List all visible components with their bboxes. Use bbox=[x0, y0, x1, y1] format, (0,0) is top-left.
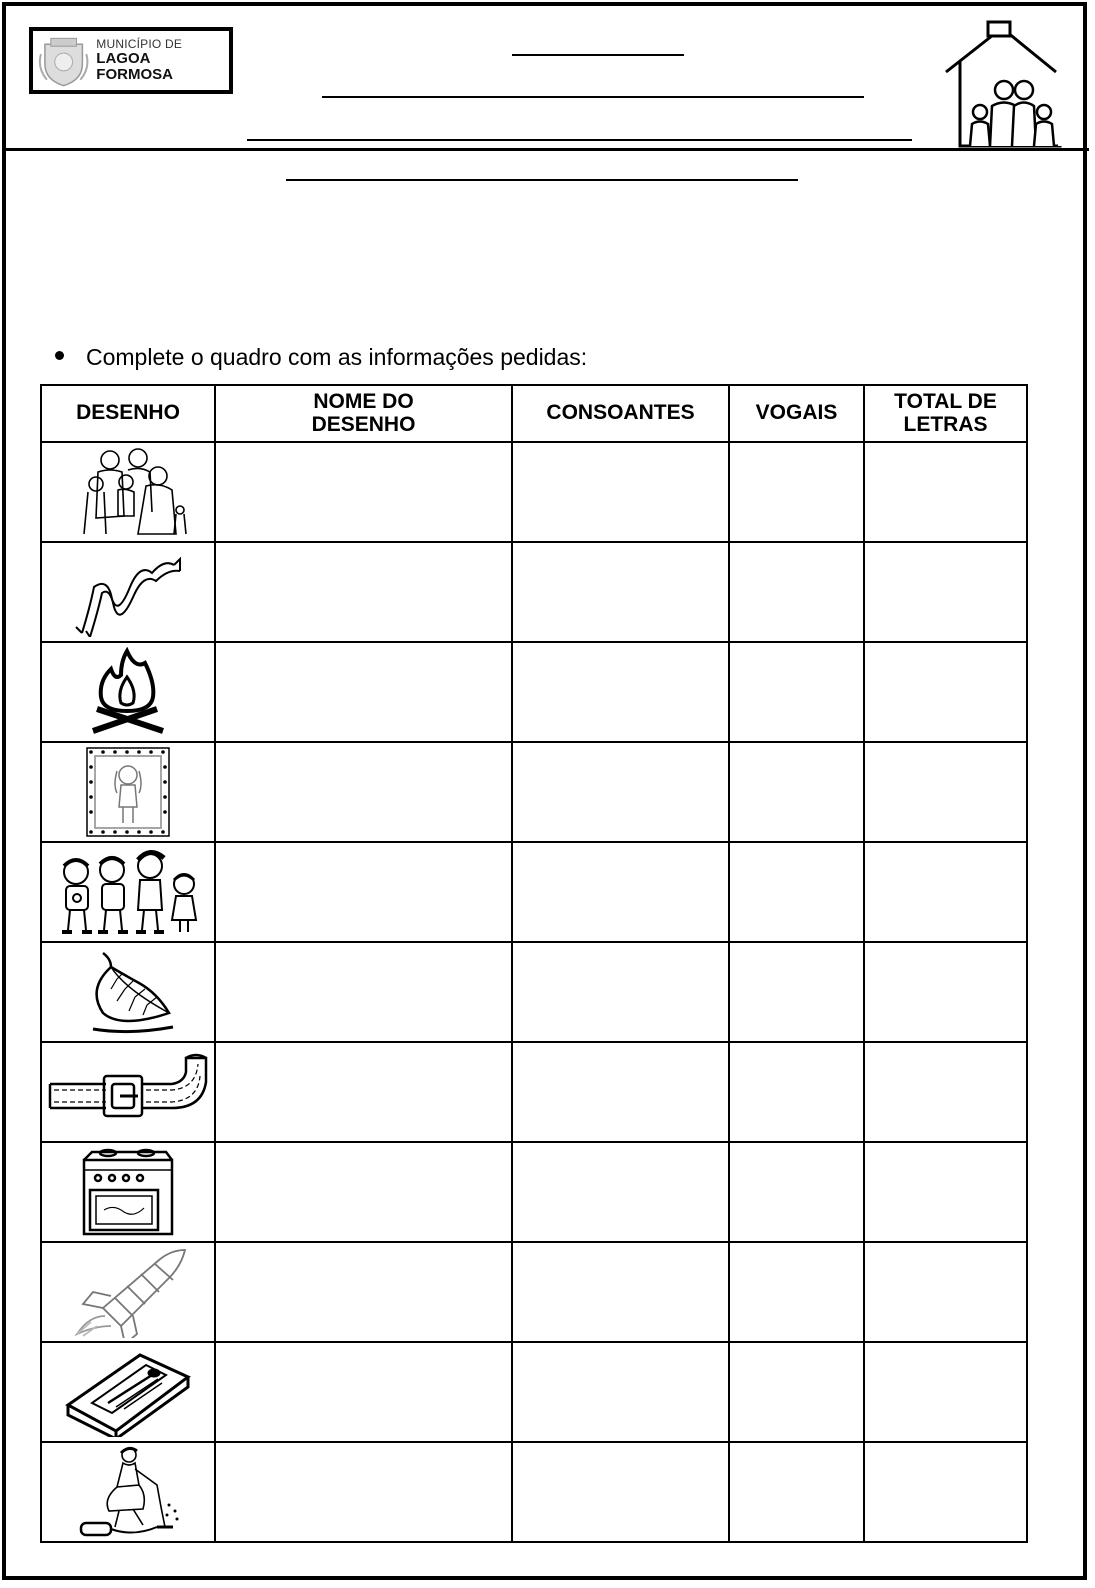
picture-cell bbox=[41, 1042, 215, 1142]
picture-cell bbox=[41, 442, 215, 542]
table-row bbox=[41, 1442, 1027, 1542]
picture-cell bbox=[41, 1342, 215, 1442]
table-row bbox=[41, 1342, 1027, 1442]
belt-icon bbox=[46, 1052, 210, 1132]
consonants-answer-cell[interactable] bbox=[512, 1142, 729, 1242]
col-header-total: TOTAL DE LETRAS bbox=[864, 385, 1027, 442]
name-answer-cell[interactable] bbox=[215, 542, 512, 642]
coat-of-arms-icon bbox=[37, 34, 90, 88]
picture-cell bbox=[41, 542, 215, 642]
picture-cell bbox=[41, 1242, 215, 1342]
table-row bbox=[41, 742, 1027, 842]
total-answer-cell[interactable] bbox=[864, 1442, 1027, 1542]
logo-line-1: MUNICÍPIO DE bbox=[96, 37, 183, 52]
ribbon-icon bbox=[68, 547, 188, 637]
header-divider bbox=[6, 148, 1089, 151]
exercise-table bbox=[40, 384, 1028, 1543]
vowels-answer-cell[interactable] bbox=[729, 1242, 864, 1342]
consonants-answer-cell[interactable] bbox=[512, 1442, 729, 1542]
consonants-answer-cell[interactable] bbox=[512, 1342, 729, 1442]
children-queue-icon bbox=[54, 846, 202, 938]
framed-portrait-icon bbox=[83, 745, 173, 839]
matchbox-icon bbox=[58, 1347, 198, 1437]
name-answer-cell[interactable] bbox=[215, 942, 512, 1042]
col-header-vogais: VOGAIS bbox=[729, 385, 864, 442]
stove-icon bbox=[68, 1146, 188, 1238]
consonants-answer-cell[interactable] bbox=[512, 1242, 729, 1342]
total-answer-cell[interactable] bbox=[864, 942, 1027, 1042]
picture-cell bbox=[41, 942, 215, 1042]
instruction-text: Complete o quadro com as informações pedidas: bbox=[86, 344, 588, 370]
name-answer-cell[interactable] bbox=[215, 842, 512, 942]
vowels-answer-cell[interactable] bbox=[729, 1042, 864, 1142]
vowels-answer-cell[interactable] bbox=[729, 442, 864, 542]
consonants-answer-cell[interactable] bbox=[512, 942, 729, 1042]
vowels-answer-cell[interactable] bbox=[729, 942, 864, 1042]
table-row bbox=[41, 1242, 1027, 1342]
total-answer-cell[interactable] bbox=[864, 1142, 1027, 1242]
vowels-answer-cell[interactable] bbox=[729, 542, 864, 642]
name-answer-cell[interactable] bbox=[215, 642, 512, 742]
name-answer-cell[interactable] bbox=[215, 1442, 512, 1542]
table-row bbox=[41, 642, 1027, 742]
total-answer-cell[interactable] bbox=[864, 642, 1027, 742]
picture-cell bbox=[41, 642, 215, 742]
blank-line-2 bbox=[322, 96, 864, 98]
table-row bbox=[41, 942, 1027, 1042]
name-answer-cell[interactable] bbox=[215, 442, 512, 542]
logo-line-2: LAGOA FORMOSA bbox=[96, 50, 173, 83]
name-answer-cell[interactable] bbox=[215, 742, 512, 842]
total-answer-cell[interactable] bbox=[864, 1242, 1027, 1342]
total-answer-cell[interactable] bbox=[864, 1042, 1027, 1142]
total-answer-cell[interactable] bbox=[864, 842, 1027, 942]
vowels-answer-cell[interactable] bbox=[729, 842, 864, 942]
family-icon bbox=[68, 446, 188, 538]
blank-line-1 bbox=[512, 54, 684, 56]
col-header-desenho: DESENHO bbox=[41, 385, 215, 442]
total-answer-cell[interactable] bbox=[864, 1342, 1027, 1442]
consonants-answer-cell[interactable] bbox=[512, 742, 729, 842]
vowels-answer-cell[interactable] bbox=[729, 742, 864, 842]
vowels-answer-cell[interactable] bbox=[729, 1342, 864, 1442]
name-answer-cell[interactable] bbox=[215, 1342, 512, 1442]
table-row bbox=[41, 842, 1027, 942]
table-header-row bbox=[41, 385, 1027, 442]
instruction bbox=[55, 344, 587, 371]
consonants-answer-cell[interactable] bbox=[512, 1042, 729, 1142]
campfire-icon bbox=[83, 647, 173, 737]
bullet-icon bbox=[55, 351, 64, 360]
house-family-icon bbox=[940, 20, 1080, 150]
consonants-answer-cell[interactable] bbox=[512, 642, 729, 742]
consonants-answer-cell[interactable] bbox=[512, 842, 729, 942]
leaf-icon bbox=[73, 949, 183, 1035]
table-row bbox=[41, 442, 1027, 542]
table-row bbox=[41, 1042, 1027, 1142]
picture-cell bbox=[41, 742, 215, 842]
total-answer-cell[interactable] bbox=[864, 742, 1027, 842]
picture-cell bbox=[41, 1442, 215, 1542]
vowels-answer-cell[interactable] bbox=[729, 642, 864, 742]
name-answer-cell[interactable] bbox=[215, 1042, 512, 1142]
blank-line-4 bbox=[286, 179, 798, 181]
vowels-answer-cell[interactable] bbox=[729, 1442, 864, 1542]
picture-cell bbox=[41, 842, 215, 942]
table-row bbox=[41, 1142, 1027, 1242]
consonants-answer-cell[interactable] bbox=[512, 442, 729, 542]
consonants-answer-cell[interactable] bbox=[512, 542, 729, 642]
total-answer-cell[interactable] bbox=[864, 442, 1027, 542]
table-row bbox=[41, 542, 1027, 642]
name-answer-cell[interactable] bbox=[215, 1242, 512, 1342]
vowels-answer-cell[interactable] bbox=[729, 1142, 864, 1242]
col-header-nome: NOME DO DESENHO bbox=[215, 385, 512, 442]
municipality-logo bbox=[29, 27, 233, 94]
picture-cell bbox=[41, 1142, 215, 1242]
col-header-consoantes: CONSOANTES bbox=[512, 385, 729, 442]
name-answer-cell[interactable] bbox=[215, 1142, 512, 1242]
woman-vacuuming-icon bbox=[73, 1445, 183, 1539]
rocket-icon bbox=[63, 1246, 193, 1338]
total-answer-cell[interactable] bbox=[864, 542, 1027, 642]
blank-line-3 bbox=[247, 139, 912, 141]
